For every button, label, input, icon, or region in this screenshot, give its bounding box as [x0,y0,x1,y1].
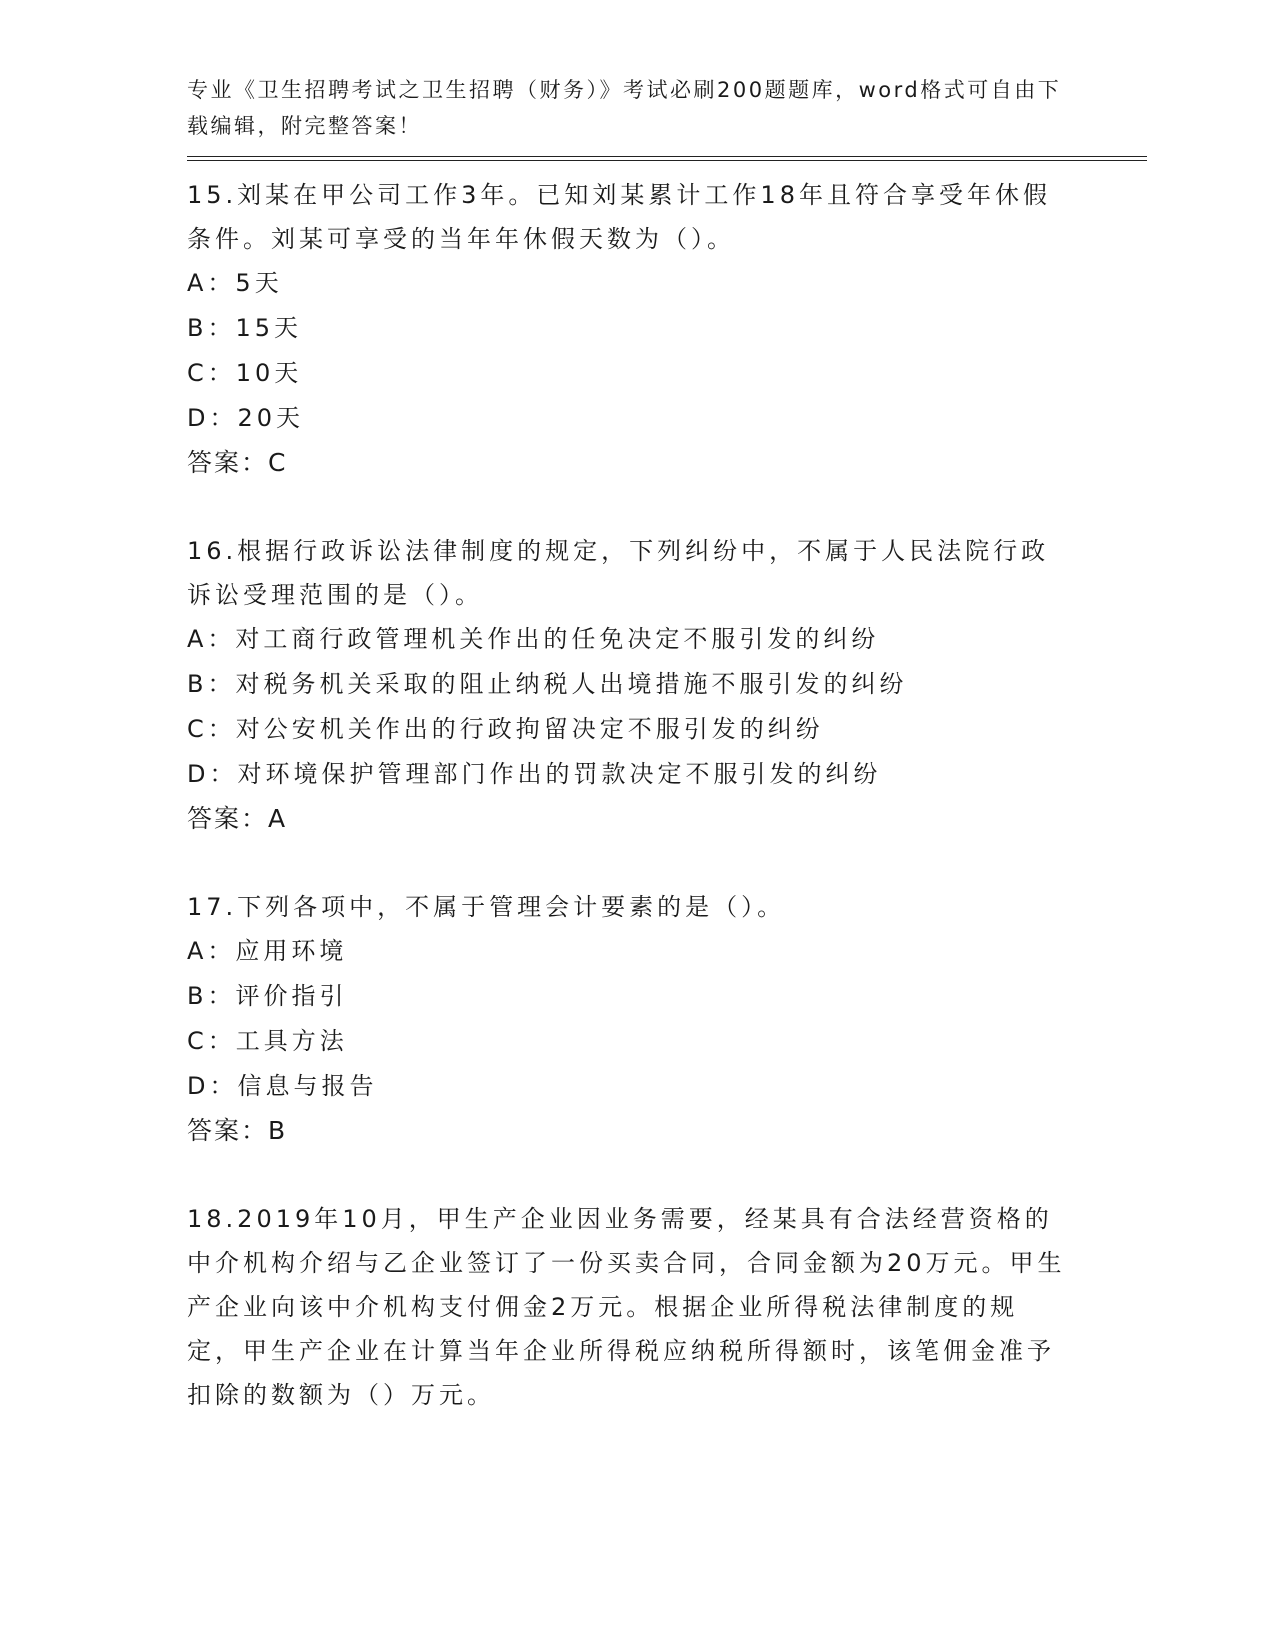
option-b [187,662,1067,707]
question-list [187,173,1147,1417]
answer-line: 答案：A [187,804,288,833]
option-text: 15天 [235,314,303,342]
option-d [187,1064,1067,1109]
option-letter: C： [187,715,236,743]
option-text: 对税务机关采取的阻止纳税人出境措施不服引发的纠纷 [235,670,908,698]
option-text: 工具方法 [235,1027,348,1055]
option-letter: A： [187,937,236,965]
option-text: 应用环境 [235,937,348,965]
option-letter: B： [187,670,236,698]
option-text: 评价指引 [235,982,348,1010]
option-text: 对环境保护管理部门作出的罚款决定不服引发的纠纷 [237,760,882,788]
answer-line: 答案：C [187,448,288,477]
option-b [187,974,1067,1019]
question-17 [187,885,1067,1153]
option-c [187,1019,1067,1064]
option-letter: A： [187,269,236,297]
option-text: 5天 [235,269,283,297]
option-text: 信息与报告 [237,1072,378,1100]
question-16 [187,529,1067,841]
option-letter: D： [187,1072,238,1100]
answer-line: 答案：B [187,1116,288,1145]
document-header: 专业《卫生招聘考试之卫生招聘（财务）》考试必刷200题题库，word格式可自由下载编辑，附完整答案！ [187,78,1062,138]
option-letter: B： [187,314,236,342]
option-text: 对公安机关作出的行政拘留决定不服引发的纠纷 [235,715,824,743]
question-stem: 16.根据行政诉讼法律制度的规定，下列纠纷中，不属于人民法院行政诉讼受理范围的是（）。 [187,537,1050,609]
option-letter: D： [187,760,238,788]
option-letter: C： [187,1027,236,1055]
option-c [187,351,1067,396]
option-text: 20天 [237,404,305,432]
question-15 [187,173,1067,485]
question-stem: 15.刘某在甲公司工作3年。已知刘某累计工作18年且符合享受年休假条件。刘某可享受的当年年休假天数为（）。 [187,181,1051,253]
option-letter: A： [187,625,236,653]
option-d [187,752,1067,797]
document-page [187,72,1147,1417]
question-stem: 17.下列各项中，不属于管理会计要素的是（）。 [187,893,786,921]
option-letter: C： [187,359,236,387]
option-a [187,617,1067,662]
option-a [187,261,1067,306]
option-letter: B： [187,982,236,1010]
header-divider [187,156,1147,161]
question-18 [187,1197,1067,1417]
option-b [187,306,1067,351]
option-d [187,396,1067,441]
option-c [187,707,1067,752]
option-text: 对工商行政管理机关作出的任免决定不服引发的纠纷 [235,625,880,653]
question-stem: 18.2019年10月，甲生产企业因业务需要，经某具有合法经营资格的中介机构介绍与乙企业签订了一份买卖合同，合同金额为20万元。甲生产企业向该中介机构支付佣金2万元。根据企业所得税法律制度的规定，甲生产企业在计算当年企业所得税应纳税所得额时，该笔佣金准予扣除的数额为（）万元。 [187,1205,1066,1409]
option-letter: D： [187,404,238,432]
option-text: 10天 [235,359,303,387]
option-a [187,929,1067,974]
